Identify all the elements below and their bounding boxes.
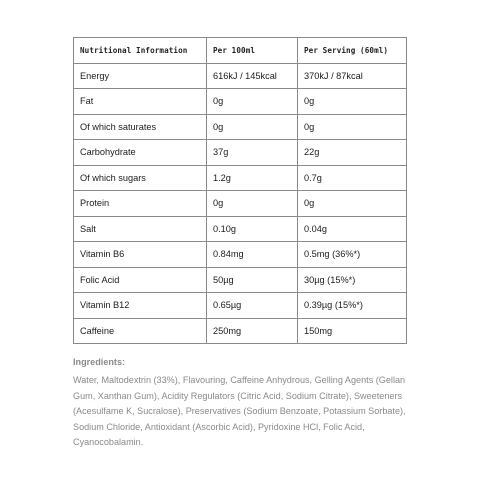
nutrition-table: [73, 37, 407, 344]
per-100ml-value: 616kJ / 145kcal: [207, 63, 298, 89]
per-100ml-value: 50µg: [207, 267, 298, 293]
column-header-per-100ml: Per 100ml: [207, 38, 298, 64]
per-serving-value: 30µg (15%*): [298, 267, 407, 293]
nutrient-name: Protein: [74, 191, 207, 217]
per-serving-value: 0g: [298, 114, 407, 140]
per-serving-value: 150mg: [298, 318, 407, 344]
column-header-per-serving: Per Serving (60ml): [298, 38, 407, 64]
table-row: [74, 216, 407, 242]
table-row: [74, 191, 407, 217]
nutrient-name: Of which saturates: [74, 114, 207, 140]
per-serving-value: 0.5mg (36%*): [298, 242, 407, 268]
per-100ml-value: 0g: [207, 191, 298, 217]
table-header-row: [74, 38, 407, 64]
per-100ml-value: 0g: [207, 114, 298, 140]
per-100ml-value: 0.65µg: [207, 293, 298, 319]
per-100ml-value: 1.2g: [207, 165, 298, 191]
per-100ml-value: 0.10g: [207, 216, 298, 242]
nutrient-name: Vitamin B12: [74, 293, 207, 319]
ingredients-heading: Ingredients:: [73, 357, 126, 367]
nutrient-name: Energy: [74, 63, 207, 89]
table-row: [74, 63, 407, 89]
nutrient-name: Of which sugars: [74, 165, 207, 191]
nutrient-name: Folic Acid: [74, 267, 207, 293]
per-100ml-value: 250mg: [207, 318, 298, 344]
ingredients-text: Water, Maltodextrin (33%), Flavouring, Caffeine Anhydrous, Gelling Agents (Gellan Gum, Xanthan Gum), Acidity Regulators (Citric Acid, Sodium Citrate), Sweeteners (Acesulfame K, Sucralose), Preservatives (Sodium Benzoate, Potassium Sorbate), Sodium Chloride, Antioxidant (Ascorbic Acid), Pyridoxine HCl, Folic Acid, Cyanocobalamin.: [73, 375, 406, 448]
table-row: [74, 140, 407, 166]
nutrient-name: Carbohydrate: [74, 140, 207, 166]
nutrient-name: Vitamin B6: [74, 242, 207, 268]
per-serving-value: 22g: [298, 140, 407, 166]
table-row: [74, 242, 407, 268]
table-row: [74, 293, 407, 319]
table-row: [74, 267, 407, 293]
ingredients-section: [73, 355, 418, 450]
per-serving-value: 0.04g: [298, 216, 407, 242]
per-100ml-value: 0g: [207, 89, 298, 115]
per-serving-value: 0.39µg (15%*): [298, 293, 407, 319]
column-header-nutrient: Nutritional Information: [74, 38, 207, 64]
nutrient-name: Caffeine: [74, 318, 207, 344]
table-row: [74, 165, 407, 191]
per-serving-value: 0g: [298, 191, 407, 217]
per-100ml-value: 37g: [207, 140, 298, 166]
table-row: [74, 114, 407, 140]
table-row: [74, 318, 407, 344]
nutrient-name: Fat: [74, 89, 207, 115]
per-100ml-value: 0.84mg: [207, 242, 298, 268]
table-row: [74, 89, 407, 115]
nutrient-name: Salt: [74, 216, 207, 242]
per-serving-value: 0g: [298, 89, 407, 115]
per-serving-value: 370kJ / 87kcal: [298, 63, 407, 89]
per-serving-value: 0.7g: [298, 165, 407, 191]
